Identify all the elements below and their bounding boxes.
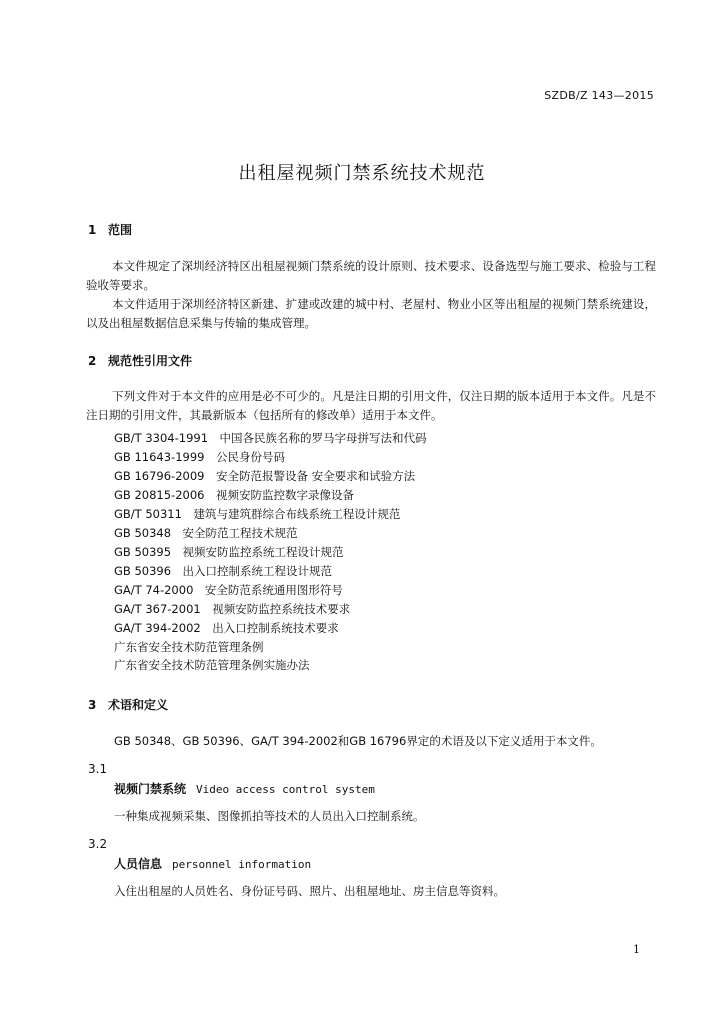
term-title	[114, 780, 375, 797]
section-2-number: 2	[88, 354, 97, 368]
term-english-name: personnel information	[172, 858, 312, 871]
section-1-paragraph-2: 本文件适用于深圳经济特区新建、扩建或改建的城中村、老屋村、物业小区等出租屋的视频门禁系统建设，以及出租屋数据信息采集与传输的集成管理。	[86, 297, 656, 330]
section-1-number: 1	[88, 223, 97, 237]
reference-item: GB 50395 视频安防监控系统工程设计规范	[114, 545, 344, 559]
section-1-heading	[88, 221, 132, 238]
term-title	[114, 855, 311, 872]
section-1-paragraph-1: 本文件规定了深圳经济特区出租屋视频门禁系统的设计原则、技术要求、设备选型与施工要求、检验与工程验收等要求。	[86, 259, 656, 292]
section-2-heading	[88, 352, 192, 369]
reference-item: GB 50348 安全防范工程技术规范	[114, 526, 298, 540]
reference-item: 广东省安全技术防范管理条例实施办法	[114, 658, 310, 672]
term-number: 3.2	[88, 837, 108, 851]
reference-item: GB/T 3304-1991 中国各民族名称的罗马字母拼写法和代码	[114, 431, 427, 445]
reference-item: GB 20815-2006 视频安防监控数字录像设备	[114, 488, 354, 502]
document-title: 出租屋视频门禁系统技术规范	[238, 163, 486, 184]
term-definition: 一种集成视频采集、图像抓拍等技术的人员出入口控制系统。	[114, 809, 425, 823]
reference-item: GB 11643-1999 公民身份号码	[114, 450, 285, 464]
section-3-intro: GB 50348、GB 50396、GA/T 394-2002和GB 16796界定的术语及以下定义适用于本文件。	[114, 734, 602, 748]
section-3-number: 3	[88, 698, 97, 712]
term-number: 3.1	[88, 762, 108, 776]
reference-item: 广东省安全技术防范管理条例	[114, 640, 264, 654]
section-2-intro: 下列文件对于本文件的应用是必不可少的。凡是注日期的引用文件，仅注日期的版本适用于本文件。凡是不注日期的引用文件，其最新版本（包括所有的修改单）适用于本文件。	[86, 389, 656, 422]
section-1-title: 范围	[108, 223, 133, 237]
term-chinese-name: 人员信息	[114, 857, 163, 871]
page-number: 1	[633, 943, 640, 956]
section-3-title: 术语和定义	[108, 698, 169, 712]
reference-item: GA/T 367-2001 视频安防监控系统技术要求	[114, 602, 351, 616]
term-chinese-name: 视频门禁系统	[114, 782, 187, 796]
reference-item: GB 16796-2009 安全防范报警设备 安全要求和试验方法	[114, 469, 416, 483]
section-3-heading	[88, 696, 168, 713]
term-definition: 入住出租屋的人员姓名、身份证号码、照片、出租屋地址、房主信息等资料。	[114, 884, 505, 898]
section-2-title: 规范性引用文件	[108, 354, 193, 368]
reference-item: GA/T 74-2000 安全防范系统通用图形符号	[114, 583, 343, 597]
standard-code: SZDB/Z 143—2015	[544, 89, 654, 102]
term-english-name: Video access control system	[196, 783, 375, 796]
reference-item: GB/T 50311 建筑与建筑群综合布线系统工程设计规范	[114, 507, 401, 521]
reference-item: GB 50396 出入口控制系统工程设计规范	[114, 564, 333, 578]
reference-item: GA/T 394-2002 出入口控制系统技术要求	[114, 621, 339, 635]
